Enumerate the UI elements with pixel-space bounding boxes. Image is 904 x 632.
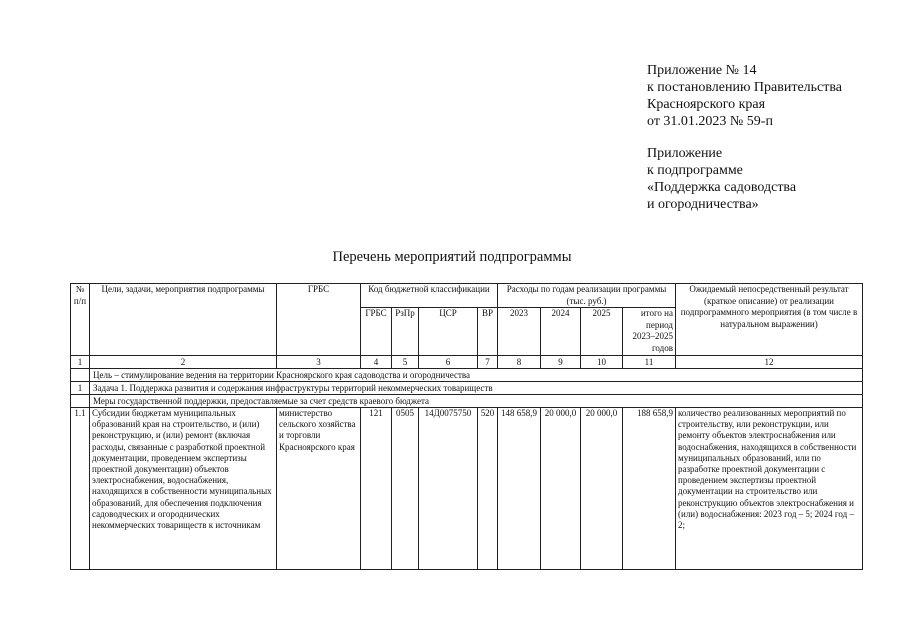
- appendix-block: [647, 62, 842, 213]
- row-grbs: министерство сельского хозяйства и торговли Красноярского края: [277, 408, 361, 570]
- appendix-line: от 31.01.2023 № 59-п: [647, 114, 773, 129]
- row-rzpr: 0505: [392, 408, 419, 570]
- appendix-line: Приложение: [647, 146, 723, 161]
- header-total: итого на период 2023–2025 годов: [623, 308, 676, 356]
- header-code-vr: ВР: [478, 308, 498, 356]
- row-2025: 20 000,0: [581, 408, 623, 570]
- row-2023: 148 658,9: [498, 408, 541, 570]
- header-num: № п/п: [71, 284, 90, 356]
- header-code-grbs: ГРБС: [361, 308, 392, 356]
- column-number: 9: [541, 356, 581, 369]
- row-code-grbs: 121: [361, 408, 392, 570]
- task-number: 1: [71, 382, 90, 395]
- header-result: Ожидаемый непосредственный результат (краткое описание) от реализации подпрограммного мероприятия (в том числе в натуральном выражении): [676, 284, 863, 356]
- goal-row: Цель – стимулирование ведения на территории Красноярского края садоводства и огородничества: [90, 369, 863, 382]
- appendix-line: Красноярского края: [647, 97, 766, 112]
- appendix-line: «Поддержка садоводства: [647, 180, 797, 195]
- header-budget-code: Код бюджетной классификации: [361, 284, 498, 308]
- row-number: 1.1: [71, 408, 90, 570]
- column-number: 4: [361, 356, 392, 369]
- row-2024: 20 000,0: [541, 408, 581, 570]
- header-2025: 2025: [581, 308, 623, 356]
- header-2024: 2024: [541, 308, 581, 356]
- row-description: Субсидии бюджетам муниципальных образований края на строительство, и (или) реконструкцию, и (или) ремонт (включая расходы, связанные с разработкой проектной документации, проведением экспертизы проектной документации) объектов электроснабжения, водоснабжения, находящихся в собственности муниципальных образований, для обеспечения подключения садоводческих и огороднических некоммерческих товариществ к источникам: [90, 408, 277, 570]
- header-code-csr: ЦСР: [419, 308, 478, 356]
- table-row: [71, 408, 863, 570]
- header-expenses: Расходы по годам реализации программы (тыс. руб.): [498, 284, 676, 308]
- page-title: Перечень мероприятий подпрограммы: [332, 249, 572, 265]
- header-goals: Цели, задачи, мероприятия подпрограммы: [90, 284, 277, 356]
- column-number: 2: [90, 356, 277, 369]
- measures-row: Меры государственной поддержки, предоставляемые за счет средств краевого бюджета: [90, 395, 863, 408]
- column-number: 11: [623, 356, 676, 369]
- header-grbs: ГРБС: [277, 284, 361, 356]
- appendix-line: Приложение № 14: [647, 63, 757, 78]
- row-result: количество реализованных мероприятий по строительству, или реконструкции, или ремонту объектов электроснабжения или водоснабжения, находящихся в собственности муниципальных образований, или по разработке проектной документации с проведением экспертизы проектной документации на строительство или реконструкцию объектов электроснабжения и (или) водоснабжения: 2023 год – 5; 2024 год – 2;: [676, 408, 863, 570]
- column-number: 5: [392, 356, 419, 369]
- header-code-rzpr: РзПр: [392, 308, 419, 356]
- row-vr: 520: [478, 408, 498, 570]
- row-csr: 14Д0075750: [419, 408, 478, 570]
- column-number: 12: [676, 356, 863, 369]
- row-total: 188 658,9: [623, 408, 676, 570]
- column-number: 6: [419, 356, 478, 369]
- column-number: 1: [71, 356, 90, 369]
- column-number: 7: [478, 356, 498, 369]
- header-2023: 2023: [498, 308, 541, 356]
- measures-table: [70, 283, 863, 570]
- task-row: Задача 1. Поддержка развития и содержания инфраструктуры территорий некоммерческих товариществ: [90, 382, 863, 395]
- column-number: 3: [277, 356, 361, 369]
- appendix-line: и огородничества»: [647, 197, 759, 212]
- column-number: 10: [581, 356, 623, 369]
- appendix-line: к постановлению Правительства: [647, 80, 843, 95]
- column-number: 8: [498, 356, 541, 369]
- appendix-line: к подпрограмме: [647, 163, 743, 178]
